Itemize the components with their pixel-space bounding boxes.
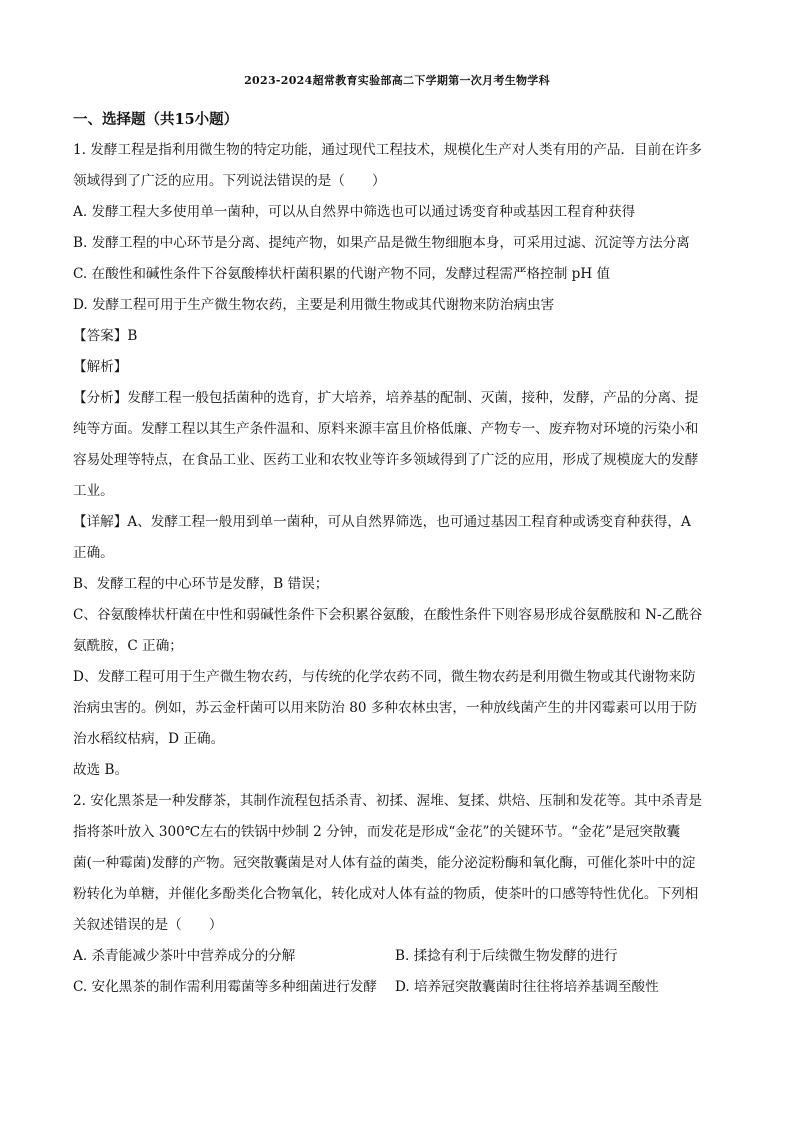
detail-text-line-3: B、发酵工程的中心环节是发酵，B 错误； — [73, 576, 329, 592]
question-1-stem-line-2: 领域得到了广泛的应用。下列说法错误的是（ ） — [73, 173, 386, 189]
question-1-answer: 【答案】B — [73, 328, 138, 344]
question-2-stem-line-3: 菌(一种霉菌)发酵的产物。冠突散囊菌是对人体有益的菌类，能分泌淀粉酶和氧化酶，可催化茶叶中的淀 — [73, 855, 696, 871]
detail-text-line-5: 氨酰胺，C 正确； — [73, 638, 183, 654]
question-1-option-a: A. 发酵工程大多使用单一菌种，可以从自然界中筛选也可以通过诱变育种或基因工程育种获得 — [73, 204, 636, 220]
analysis-text-line-4: 工业。 — [73, 483, 114, 499]
detail-text-line-2: 正确。 — [73, 545, 114, 561]
question-2-option-c: C. 安化黑茶的制作需利用霉菌等多种细菌进行发酵 — [73, 979, 378, 995]
detail-text-line-1: 【详解】A、发酵工程一般用到单一菌种，可从自然界筛选，也可通过基因工程育种或诱变育种获得，A — [73, 514, 691, 530]
page-title: 2023-2024超常教育实验部高二下学期第一次月考生物学科 — [244, 74, 550, 87]
section-heading: 一、选择题（共15小题） — [73, 111, 239, 128]
detail-text-line-8: 治水稻纹枯病，D 正确。 — [73, 731, 225, 747]
question-1-option-d: D. 发酵工程可用于生产微生物农药，主要是利用微生物或其代谢物来防治病虫害 — [73, 297, 555, 313]
question-2-option-d: D. 培养冠突散囊菌时往往将培养基调至酸性 — [395, 979, 659, 995]
question-1-option-b: B. 发酵工程的中心环节是分离、提纯产物，如果产品是微生物细胞本身，可采用过滤、沉淀等方法分离 — [73, 235, 690, 251]
question-1-option-c: C. 在酸性和碱性条件下谷氨酸棒状杆菌积累的代谢产物不同，发酵过程需严格控制 pH 值 — [73, 266, 611, 282]
question-2-option-a: A. 杀青能减少茶叶中营养成分的分解 — [73, 948, 296, 964]
detail-text-line-6: D、发酵工程可用于生产微生物农药，与传统的化学农药不同，微生物农药是利用微生物或其代谢物来防 — [73, 669, 696, 685]
detail-text-line-4: C、谷氨酸棒状杆菌在中性和弱碱性条件下会积累谷氨酸，在酸性条件下则容易形成谷氨酰胺和 N-乙酰谷 — [73, 607, 703, 623]
question-2-stem-line-5: 关叙述错误的是（ ） — [73, 917, 223, 933]
analysis-text-line-3: 容易处理等特点，在食品工业、医药工业和农牧业等许多领域得到了广泛的应用，形成了规模庞大的发酵 — [73, 452, 699, 468]
analysis-text-line-1: 【分析】发酵工程一般包括菌种的选育，扩大培养，培养基的配制、灭菌，接种，发酵，产品的分离、提 — [73, 390, 699, 406]
analysis-text-line-2: 纯等方面。发酵工程以其生产条件温和、原料来源丰富且价格低廉、产物专一、废弃物对环境的污染小和 — [73, 421, 699, 437]
question-2-option-b: B. 揉捻有利于后续微生物发酵的进行 — [395, 948, 618, 964]
question-1-analysis-heading: 【解析】 — [73, 359, 128, 375]
question-1-stem-line-1: 1. 发酵工程是指利用微生物的特定功能，通过现代工程技术，规模化生产对人类有用的产品．目前在许多 — [73, 142, 703, 158]
question-1-conclusion: 故选 B。 — [73, 762, 129, 778]
question-2-stem-line-2: 指将茶叶放入 300℃左右的铁锅中炒制 2 分钟，而发花是形成“金花”的关键环节。“金花”是冠突散囊 — [73, 824, 681, 840]
question-2-stem-line-4: 粉转化为单糖，并催化多酚类化合物氧化，转化成对人体有益的物质，使茶叶的口感等特性优化。下列相 — [73, 886, 699, 902]
question-2-stem-line-1: 2. 安化黑茶是一种发酵茶，其制作流程包括杀青、初揉、渥堆、复揉、烘焙、压制和发花等。其中杀青是 — [73, 793, 703, 809]
detail-text-line-7: 治病虫害的。例如，苏云金杆菌可以用来防治 80 多种农林虫害，一种放线菌产生的井冈霉素可以用于防 — [73, 700, 698, 716]
